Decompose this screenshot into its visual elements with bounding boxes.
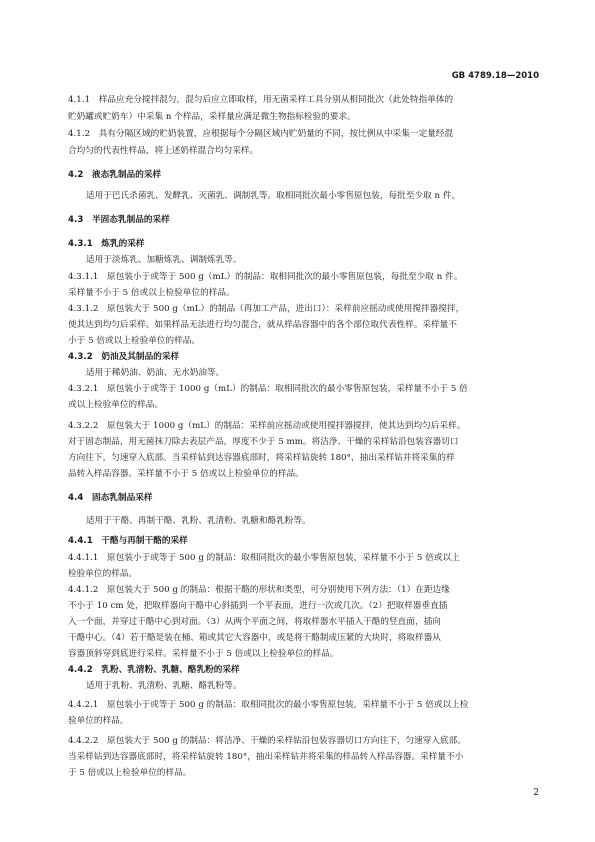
subsection-heading-4-4-2: 4.4.2 乳粉、乳清粉、乳糖、酪乳粉的采样 [68,665,240,675]
clause-4-3-2-2-line-4: 品转入样品容器。采样量不小于 5 倍或以上检验单位的样品。 [68,469,304,479]
clause-4-4-1-1-line-1: 4.4.1.1 原包装小于或等于 500 g 的制品：取相同批次的最小零售原包装，采样量不小于 5 倍或以上 [68,553,460,563]
clause-4-4-1-2-line-1: 4.4.1.2 原包装大于 500 g 的制品：根据干酪的形状和类型，可分别使用下列方法：（1）在距边缘 [68,585,450,595]
clause-4-3-1-2-line-2: 使其达到均匀后采样。如果样品无法进行均匀混合，就从样品容器中的各个部位取代表性样。采样量不 [68,320,457,330]
clause-4-4-1-2-line-3: 入一个面，并穿过干酪中心到对面。（3）从两个平面之间，将取样器水平插入干酪的竖直面，插向 [68,617,441,627]
clause-4-1-1-line-1: 4.1.1 样品应充分搅拌混匀，混匀后应立即取样，用无菌采样工具分别从相同批次（此处特指单体的 [68,95,454,105]
clause-4-3-2-2-line-3: 方向往下，匀速穿入底部。当采样钻到达容器底部时，将采样钻旋转 180°，抽出采样钻并将采集的样 [68,453,455,463]
clause-4-3-2-1-line-2: 或以上检验单位的样品。 [68,400,164,410]
clause-4-4-1-1-line-2: 检验单位的样品。 [68,569,138,579]
clause-4-1-2-line-2: 合均匀的代表性样品，将上述奶样混合均匀采样。 [68,146,259,156]
clause-4-4-2-2-line-1: 4.4.2.2 原包装大于 500 g 的制品：将洁净、干燥的采样钻沿包装容器切口方向往下，匀速穿入底部。 [68,736,466,746]
clause-4-3-1-1-line-1: 4.3.1.1 原包装小于或等于 500 g（mL）的制品：取相同批次的最小零售原包装，每批至少取 n 件。 [68,272,463,282]
section-heading-4-2: 4.2 液态乳制品的采样 [68,170,162,180]
subsection-heading-4-4-1: 4.4.1 干酪与再制干酪的采样 [68,536,188,546]
clause-4-3-2-1-line-1: 4.3.2.1 原包装小于或等于 1000 g（mL）的制品：取相同批次的最小零售原包装，采样量不小于 5 倍 [68,384,468,394]
clause-4-4-2-1-line-2: 验单位的样品。 [68,716,129,726]
clause-4-4-1-2-line-4: 干酪中心。（4）若干酪是装在桶、箱或其它大容器中，或是将干酪制成压紧的大块时，将取样器从 [68,633,441,643]
section-heading-4-4: 4.4 固态乳制品采样 [68,493,153,503]
clause-4-4-2-1-line-1: 4.4.2.1 原包装小于或等于 500 g 的制品：取相同批次的最小零售原包装，采样量不小于 5 倍或以上检 [68,700,469,710]
standard-number: GB 4789.18—2010 [451,71,539,81]
clause-4-3-2-2-line-1: 4.3.2.2 原包装大于 1000 g（mL）的制品：采样前应摇动或使用搅拌器搅拌，使其达到均匀后采样。 [68,421,466,431]
paragraph-line: 适用于稀奶油、奶油、无水奶油等。 [86,368,225,378]
page-number: 2 [533,788,539,798]
clause-4-3-1-2-line-1: 4.3.1.2 原包装大于 500 g（mL）的制品（再加工产品，进出口）：采样前应摇动或使用搅拌器搅拌， [68,304,465,314]
clause-4-3-2-2-line-2: 对于固态制品，用无菌抹刀除去表层产品，厚度不少于 5 mm。将洁净、干燥的采样钻沿包装容器切口 [68,437,459,447]
clause-4-3-1-2-line-3: 小于 5 倍或以上检验单位的样品。 [68,336,201,346]
clause-4-4-2-2-line-2: 当采样钻到达容器底部时，将采样钻旋转 180°，抽出采样钻并将采集的样品转入样品容器。采样量不小 [68,752,464,762]
section-heading-4-3: 4.3 半固态乳制品的采样 [68,215,170,225]
paragraph-line: 适用于乳粉、乳清粉、乳糖、酪乳粉等。 [86,681,242,691]
clause-4-1-2-line-1: 4.1.2 具有分隔区域的贮奶装置，应根据每个分隔区域内贮奶量的不同，按比例从中采集一定量经混 [68,129,454,139]
clause-4-4-2-2-line-3: 于 5 倍或以上检验单位的样品。 [68,768,192,778]
clause-4-1-1-line-2: 贮奶罐或贮奶车）中采集 n 个样品，采样量应满足微生物指标检验的要求。 [68,112,356,122]
paragraph-line: 适用于巴氏杀菌乳、发酵乳、灭菌乳、调制乳等。取相同批次最小零售原包装，每批至少取 n 件。 [86,191,461,201]
clause-4-4-1-2-line-5: 容器顶斜穿到底进行采样。采样量不小于 5 倍或以上检验单位的样品。 [68,649,339,659]
paragraph-line: 适用于干酪、再制干酪、乳粉、乳清粉、乳糖和酪乳粉等。 [86,516,311,526]
paragraph-line: 适用于淡炼乳、加糖炼乳、调制炼乳等。 [86,255,242,265]
subsection-heading-4-3-1: 4.3.1 炼乳的采样 [68,239,145,249]
subsection-heading-4-3-2: 4.3.2 奶油及其制品的采样 [68,352,180,362]
clause-4-3-1-1-line-2: 采样量不小于 5 倍或以上检验单位的样品。 [68,288,235,298]
clause-4-4-1-2-line-2: 不小于 10 cm 处，把取样器向干酪中心斜插到一个平表面，进行一次或几次。（2）把取样器垂直插 [68,601,448,611]
